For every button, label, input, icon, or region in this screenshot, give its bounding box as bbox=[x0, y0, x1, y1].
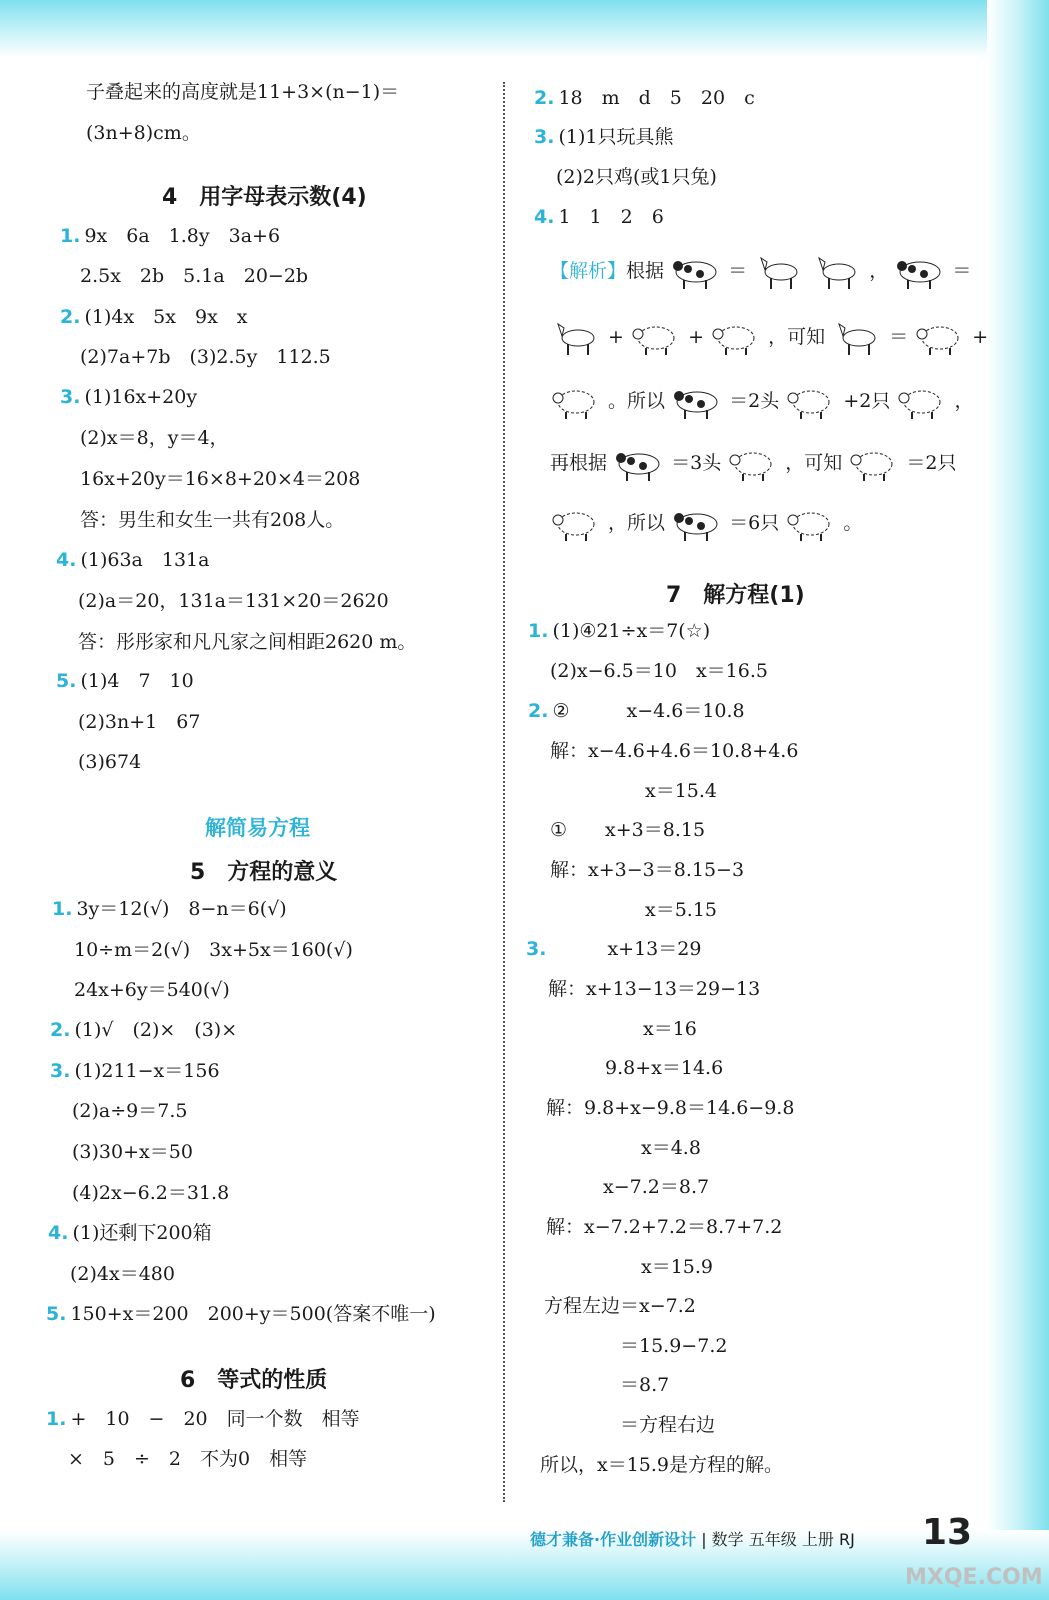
column-divider bbox=[503, 82, 505, 1502]
sheep-icon bbox=[550, 504, 602, 544]
answer-line: x＝16 bbox=[548, 1018, 697, 1040]
answer-line: (2)3n+1 67 bbox=[78, 711, 201, 733]
answer-line: 4. 1 1 2 6 bbox=[534, 206, 664, 228]
analysis-line-1: 【解析】根据 ＝ ， ＝ bbox=[550, 252, 971, 292]
sheep-icon bbox=[914, 318, 966, 358]
answer-line: ① x+3＝8.15 bbox=[550, 819, 706, 841]
sheep-icon bbox=[896, 382, 948, 422]
answer-line: 解：9.8+x−9.8＝14.6−9.8 bbox=[546, 1097, 795, 1119]
sheep-icon bbox=[785, 382, 837, 422]
answer-line: (2)a÷9＝7.5 bbox=[72, 1100, 188, 1122]
answer-line: (3)30+x＝50 bbox=[72, 1141, 193, 1163]
watermark-text: MXQE.COM bbox=[905, 1565, 1043, 1590]
cow-icon bbox=[670, 252, 722, 292]
section-7-title: 7 解方程(1) bbox=[666, 583, 805, 608]
intro-line-2: (3n+8)cm。 bbox=[86, 122, 201, 144]
analysis-line-3: 。所以 ＝2头 +2只 ， bbox=[550, 382, 973, 422]
horse-icon bbox=[550, 318, 602, 358]
answer-line: ＝方程右边 bbox=[544, 1414, 716, 1436]
answer-line: (2)7a+7b (3)2.5y 112.5 bbox=[80, 346, 331, 368]
edition-label: RJ bbox=[839, 1530, 855, 1549]
answer-line: 1. (1)④21÷x＝7(☆) bbox=[528, 620, 711, 642]
grade-label: 五年级 bbox=[748, 1530, 797, 1549]
answer-line: 3. (1)211−x＝156 bbox=[50, 1060, 220, 1082]
answer-line: (2)4x＝480 bbox=[70, 1263, 175, 1285]
subject-label: 数学 bbox=[711, 1530, 744, 1549]
answer-line: x＝15.9 bbox=[546, 1256, 714, 1278]
sheep-icon bbox=[550, 382, 602, 422]
page-footer: 德才兼备·作业创新设计 | 数学 五年级 上册 RJ bbox=[530, 1530, 855, 1549]
answer-line: 解：x−4.6+4.6＝10.8+4.6 bbox=[550, 740, 799, 762]
answer-line: 4. (1)63a 131a bbox=[56, 549, 210, 571]
unit-title: 解简易方程 bbox=[205, 816, 310, 840]
answer-line: 1. 9x 6a 1.8y 3a+6 bbox=[60, 225, 281, 247]
section-4-title: 4 用字母表示数(4) bbox=[162, 185, 367, 210]
answer-line: 解：x+13−13＝29−13 bbox=[548, 978, 761, 1000]
answer-line: 答：彤彤家和凡凡家之间相距2620 m。 bbox=[78, 631, 417, 653]
answer-line: 方程左边＝x−7.2 bbox=[544, 1295, 696, 1317]
section-6-title: 6 等式的性质 bbox=[180, 1368, 328, 1393]
sheep-icon bbox=[848, 444, 900, 484]
answer-line: x＝5.15 bbox=[550, 899, 718, 921]
page-border-top bbox=[0, 0, 1049, 58]
cow-icon bbox=[613, 444, 665, 484]
answer-line: 3. (1)16x+20y bbox=[60, 386, 198, 408]
brand-name: 德才兼备·作业创新设计 bbox=[530, 1530, 697, 1549]
answer-line: 所以，x＝15.9是方程的解。 bbox=[540, 1454, 784, 1476]
answer-line: (3)674 bbox=[78, 751, 142, 773]
section-5-title: 5 方程的意义 bbox=[190, 860, 338, 885]
page-border-right bbox=[987, 0, 1049, 1600]
cow-icon bbox=[894, 252, 946, 292]
answer-line: x−7.2＝8.7 bbox=[546, 1176, 710, 1198]
answer-line: (2)x＝8，y＝4， bbox=[80, 427, 229, 449]
answer-line: ＝8.7 bbox=[544, 1374, 670, 1396]
answer-line: 2.5x 2b 5.1a 20−2b bbox=[80, 265, 309, 287]
answer-line: 2. 18 m d 5 20 c bbox=[534, 87, 755, 109]
answer-line: (2)2只鸡(或1只兔) bbox=[556, 166, 717, 188]
volume-label: 上册 bbox=[801, 1530, 834, 1549]
answer-line: (2)x−6.5＝10 x＝16.5 bbox=[550, 660, 768, 682]
cow-icon bbox=[671, 504, 723, 544]
answer-line: 3. x+13＝29 bbox=[526, 938, 702, 960]
answer-line: 24x+6y＝540(√) bbox=[74, 979, 230, 1001]
sheep-icon bbox=[785, 504, 837, 544]
analysis-line-2: + + ，可知 ＝ + bbox=[550, 318, 988, 358]
answer-line: 解：x−7.2+7.2＝8.7+7.2 bbox=[546, 1216, 783, 1238]
page-number: 13 bbox=[922, 1512, 973, 1553]
horse-icon bbox=[831, 318, 883, 358]
sheep-icon bbox=[727, 444, 779, 484]
page-border-bottom bbox=[0, 1530, 1049, 1600]
analysis-line-5: ，所以 ＝6只 。 bbox=[550, 504, 862, 544]
answer-line: 2. (1)4x 5x 9x x bbox=[60, 306, 248, 328]
cow-icon bbox=[671, 382, 723, 422]
answer-line: 答：男生和女生一共有208人。 bbox=[80, 509, 345, 531]
answer-line: 5. 150+x＝200 200+y＝500(答案不唯一) bbox=[46, 1303, 436, 1325]
answer-line: (4)2x−6.2＝31.8 bbox=[72, 1182, 230, 1204]
answer-line: (2)a＝20，131a＝131×20＝2620 bbox=[78, 590, 389, 612]
horse-icon bbox=[811, 252, 863, 292]
answer-line: 5. (1)4 7 10 bbox=[56, 670, 194, 692]
answer-line: 16x+20y＝16×8+20×4＝208 bbox=[80, 468, 361, 490]
answer-line: 9.8+x＝14.6 bbox=[548, 1057, 724, 1079]
answer-line: 4. (1)还剩下200箱 bbox=[48, 1222, 212, 1244]
answer-line: x＝15.4 bbox=[550, 780, 718, 802]
intro-line-1: 子叠起来的高度就是11+3×(n−1)＝ bbox=[86, 81, 400, 103]
answer-line: × 5 ÷ 2 不为0 相等 bbox=[68, 1448, 308, 1470]
answer-line: 1. + 10 − 20 同一个数 相等 bbox=[46, 1408, 360, 1430]
answer-line: ＝15.9−7.2 bbox=[544, 1335, 728, 1357]
horse-icon bbox=[753, 252, 805, 292]
answer-line: 解：x+3−3＝8.15−3 bbox=[550, 859, 745, 881]
sheep-icon bbox=[630, 318, 682, 358]
answer-line: 10÷m＝2(√) 3x+5x＝160(√) bbox=[74, 939, 353, 961]
answer-line: 2. (1)√ (2)× (3)× bbox=[50, 1019, 238, 1041]
answer-line: 1. 3y＝12(√) 8−n＝6(√) bbox=[52, 898, 287, 920]
answer-line: 3. (1)1只玩具熊 bbox=[534, 126, 674, 148]
analysis-line-4: 再根据 ＝3头 ，可知 ＝2只 bbox=[550, 444, 957, 484]
sheep-icon bbox=[710, 318, 762, 358]
answer-line: 2. ② x−4.6＝10.8 bbox=[528, 700, 745, 722]
answer-line: x＝4.8 bbox=[546, 1137, 701, 1159]
